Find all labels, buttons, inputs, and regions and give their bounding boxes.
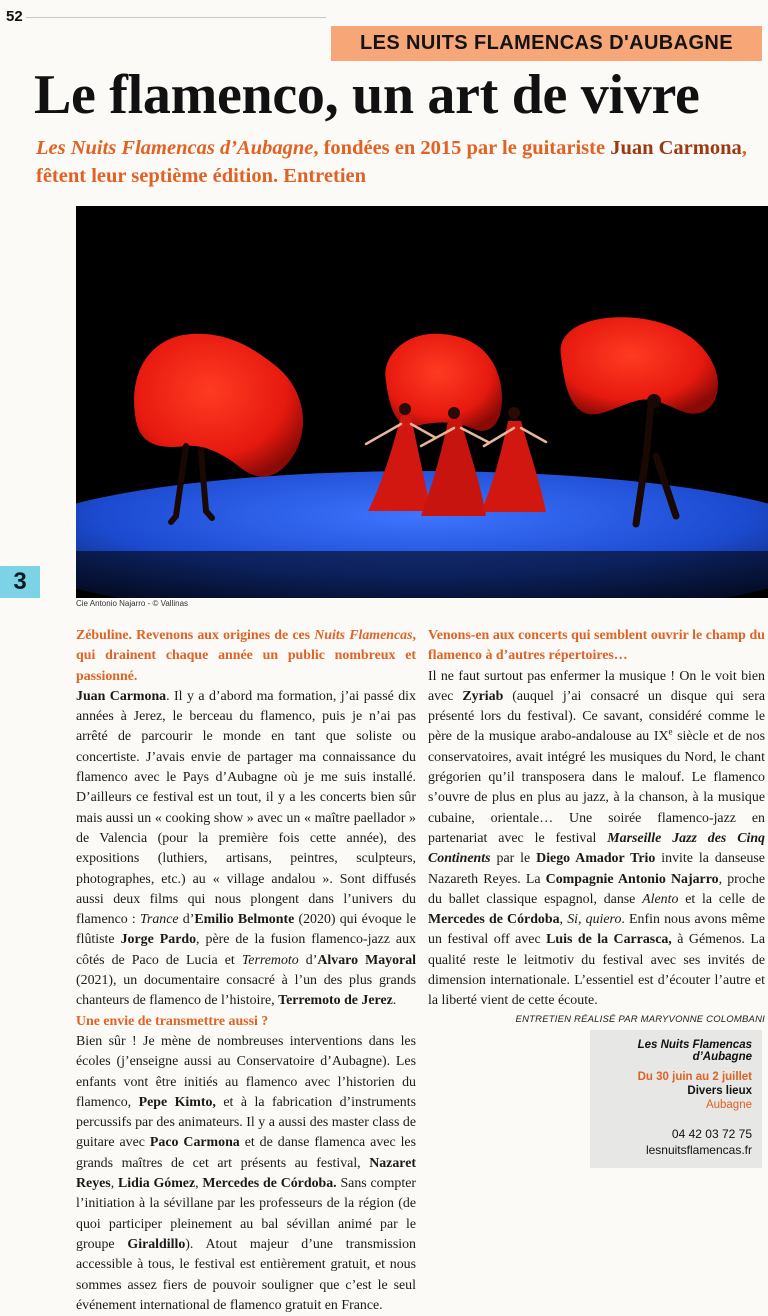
- standfirst: [36, 134, 760, 190]
- page-title: Le flamenco, un art de vivre: [34, 64, 700, 126]
- answer-1: Juan Carmona. Il y a d’abord ma formation, j’ai passé dix années à Jerez, le berceau du flamenco, puis je n’ai pas arrêté de parcourir le monde en tant que soliste ou concertiste. J’avais envie de partager ma connaissance du flamenco avec le Pays d’Aubagne où je me suis installé. D’ailleurs ce festival est un tout, il y a les concerts bien sûr mais aussi un « cooking show » avec un « maître paellador » de Valencia (pour la première fois cette année), des expositions (luthiers, artisans, peintres, sculpteurs, photographes, etc.) au « village andalou ». Sont diffusés aussi deux films qui nous plongent dans l’univers du flamenco : Trance d’Emilio Belmonte (2020) qui évoque le flûtiste Jorge Pardo, père de la fusion flamenco-jazz aux côtés de Paco de Lucia et Terremoto d’Alvaro Mayoral (2021), un documentaire consacré à l’un des plus grands chanteurs de flamenco de l’histoire, Terremoto de Jerez.: [76, 688, 417, 1009]
- article-column-left: [76, 626, 416, 1316]
- rubric-label: LES NUITS FLAMENCAS D'AUBAGNE: [359, 32, 734, 54]
- standfirst-text: , fondées en 2015 par le guitariste: [313, 137, 611, 159]
- question-2: Une envie de transmettre aussi ?: [76, 1013, 269, 1029]
- section-tab: 3: [0, 566, 40, 598]
- guitarist-name: Juan Carmona: [610, 137, 742, 159]
- page-number: 52: [6, 8, 23, 25]
- header-rule: [26, 17, 326, 18]
- standfirst-text-end: , fêtent leur septième édition. Entretien: [36, 137, 747, 187]
- answer-3: Il ne faut surtout pas enfermer la musique ! On le voit bien avec Zyriab (auquel j’ai consacré un disque qui sera présenté lors du festival). Ce savant, considéré comme le père de la musique arabo-andalouse au IXe siècle et de nos conservatoires, avait intégré les musiques du Nord, le chant grégorien qu’il transposera dans le malouf. Le flamenco s’ouvre de plus en plus au jazz, à la chanson, à la musique cubaine, orientale… Une soirée flamenco-jazz en partenariat avec le festival Marseille Jazz des Cinq Continents par le Diego Amador Trio invite la danseuse Nazareth Reyes. La Compagnie Antonio Najarro, proche du ballet classique espagnol, danse Alento et la celle de Mercedes de Córdoba, Si, quiero. Enfin nous avons même un festival off avec Luis de la Carrasca, à Gémenos. La qualité reste le leitmotiv du festival avec ses invités de dimension internationale. L’essentiel est d’écouter l’autre et la liberté vient de cette écoute.: [428, 668, 765, 1009]
- event-phone: 04 42 03 72 75: [671, 1127, 752, 1141]
- event-city: Aubagne: [705, 1099, 752, 1111]
- event-title: Les Nuits Flamencas d’Aubagne: [637, 1039, 752, 1063]
- flamenco-dancers-illustration: [76, 206, 768, 598]
- article-column-right: [428, 626, 765, 1025]
- byline: ENTRETIEN RÉALISÉ PAR MARYVONNE COLOMBANI: [515, 1013, 765, 1025]
- answer-2: Bien sûr ! Je mène de nombreuses interventions dans les écoles (j’enseigne aussi au Conservatoire d’Aubagne). Les enfants vont être initiés au flamenco avec l’historien du flamenco, Pepe Kimto, et à la fabrication d’instruments percussifs par des animateurs. Il y a aussi des master class de guitare avec Paco Carmona et de danse flamenca avec les grands maîtres de cet art présents au festival, Nazaret Reyes, Lidia Gómez, Mercedes de Córdoba. Sans compter l’initiation à la sévillane par les professeurs de la région (de quoi participer pleinement au bal sévillan animé par le groupe Giraldillo). Atout majeur d’une transmission accessible à tous, le festival est entièrement gratuit, et nous sommes assez fiers de pouvoir souligner que c’est le seul événement international de flamenco gratuit en France.: [76, 1033, 417, 1313]
- question-3: Venons-en aux concerts qui semblent ouvrir le champ du flamenco à d’autres répertoires…: [428, 628, 765, 664]
- event-venue: Divers lieux: [687, 1085, 752, 1097]
- photo-credit: Cie Antonio Najarro - © Vallinas: [76, 599, 189, 608]
- event-dates: Du 30 juin au 2 juillet: [637, 1071, 752, 1083]
- stage-photo: [76, 206, 768, 598]
- question-1: Zébuline. Revenons aux origines de ces Nuits Flamencas, qui drainent chaque année un public nombreux et passionné.: [76, 628, 416, 684]
- event-website: lesnuitsflamencas.fr: [645, 1143, 752, 1157]
- event-info-box: [590, 1030, 762, 1168]
- rubric-banner: [331, 26, 762, 61]
- festival-name: Les Nuits Flamencas d’Aubagne: [36, 137, 314, 159]
